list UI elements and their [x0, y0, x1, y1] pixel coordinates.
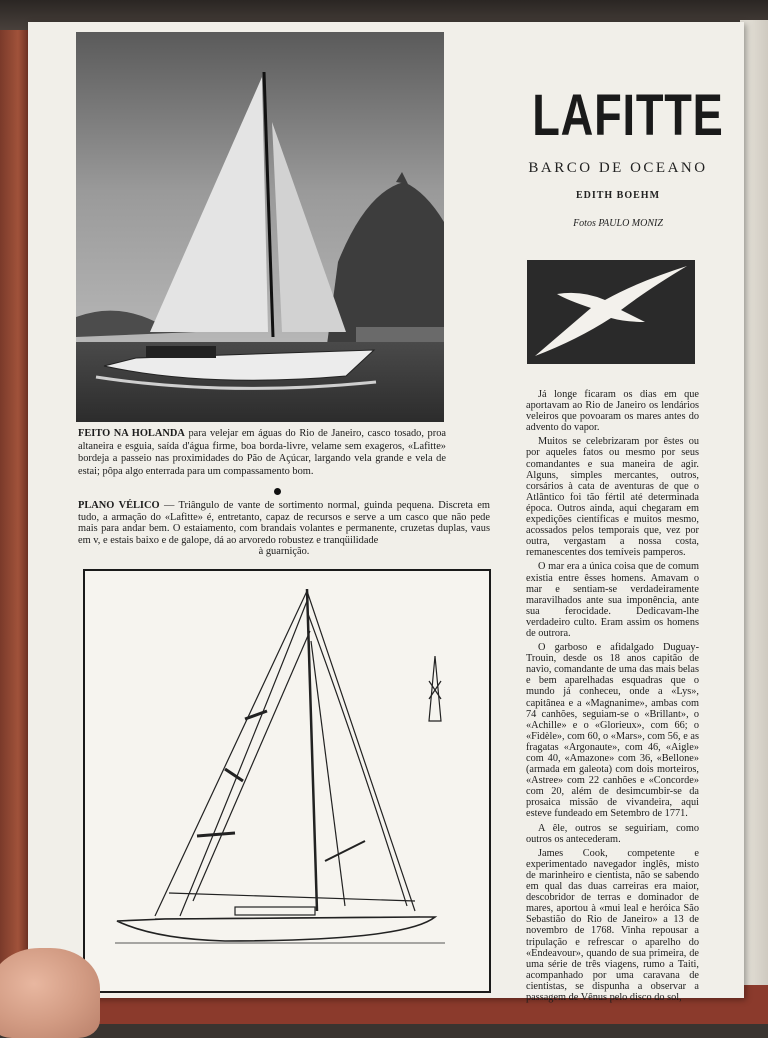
photo-caption	[78, 428, 446, 478]
photo-caption-lead: FEITO NA HOLANDA	[78, 428, 185, 439]
plan-caption	[78, 500, 490, 558]
article-subtitle: BARCO DE OCEANO	[528, 160, 708, 176]
plan-caption-text: — Triângulo de vante de sortimento normal, guinda pequena. Discreta em tudo, a armação do «Lafitte» é, entretanto, capaz de recursos e serve a um casco que não pede mais para andar bem. O estaiamento, com brandais volantes e permanente, cruzetas duplas, vaus em v, e estais baixo e de galope, dá ao arvoredo robustez e tranqüilidade	[78, 500, 490, 546]
photo-credit: Fotos PAULO MONIZ	[573, 218, 663, 229]
sail-plan-diagram	[83, 569, 491, 993]
photo-caption-text: para velejar em águas do Rio de Janeiro, casco tosado, proa altaneira e esguia, saída d'água firme, boa borda-livre, velame sem exageros, «Lafitte» bordeja a passeio nas proximidades do Pão de Açúcar, largando vela grande e vela de estai; pôpa algo enterrada para um compassamento bom.	[78, 428, 446, 477]
magazine-page	[28, 22, 744, 1003]
article-author: EDITH BOEHM	[575, 190, 661, 201]
bullet-dot	[274, 488, 281, 495]
body-paragraph: A êle, outros se seguiriam, como outros os antecederam.	[526, 822, 699, 845]
plan-caption-lead: PLANO VÉLICO	[78, 500, 160, 511]
thumb-holding-page	[0, 948, 100, 1038]
sailboat-photo	[76, 32, 444, 422]
article-title: LAFITTE	[532, 83, 724, 148]
page-edges	[740, 20, 768, 1024]
book-binding	[0, 30, 30, 1024]
body-paragraph: O garboso e afidalgado Duguay-Trouin, desde os 18 anos capitão de navio, comandante de uma das mais belas e bem aparelhadas esquadras que o mundo já conheceu, onde a «Lys», capitânea e a «Magnanime», ambas com 74 canhões, seguiam-se o «Brillant», o «Achille» e o «Glorieux», com 66; o «Fidèle», com 60, o «Mars», com 56, e as fragatas «Argonaute», com 46, «Aigle» com 40, «Amazone» com 36, «Bellone» (armada em galeota) com dois morteiros, «Astree» com 22 canhões e «Concorde» com 20, além de desimcumbir-se da prosaica missão de vivandeira, aqui esteve fundeado em Setembro de 1771.	[526, 642, 699, 820]
body-paragraph: Muitos se celebrizaram por êstes ou por aqueles fatos ou mesmo por seus comandantes e sua maneira de agir. Alguns, simples mercantes, outros, corsários à cata de aventuras de que o Atlântico foi tão fértil até determinada época. Outros ainda, aqui chegaram em expedições científicas e muitos mesmo, acossados pelos temporais que, vez por outra, vergastam a nossa costa, remanescentes dos temíveis pamperos.	[526, 436, 699, 559]
albatross-logo-icon	[527, 260, 695, 364]
article-body	[526, 389, 699, 1006]
body-paragraph: Já longe ficaram os dias em que aportavam ao Rio de Janeiro os lendários veleiros que povoaram os mares antes do advento do vapor.	[526, 389, 699, 434]
plan-caption-last: à guarnição.	[258, 546, 310, 558]
body-paragraph: O mar era a única coisa que de comum existia entre êsses homens. Amavam o mar e sentiam-se verdadeiramente maravilhados ante sua imponência, ante sua ferocidade. Dedicavam-lhe verdadeiro culto. Eram assim os homens de outrora.	[526, 561, 699, 639]
body-paragraph: James Cook, competente e experimentado navegador inglês, misto de marinheiro e cientista, não se sabendo em qual das duas carreiras era maior, descobridor de terras e dominador de mares, aportou à «mui leal e heróica São Sebastião do Rio de Janeiro» a 13 de novembro de 1768. Vinha repousar a tripulação e refrescar o aparelho do «Endeavour», quando de sua primeira, de uma série de três viagens, rumo a Taiti, acompanhado por uma caravana de cientistas, se dispunha a observar a passagem de Vênus pelo disco do sol,	[526, 847, 699, 1003]
